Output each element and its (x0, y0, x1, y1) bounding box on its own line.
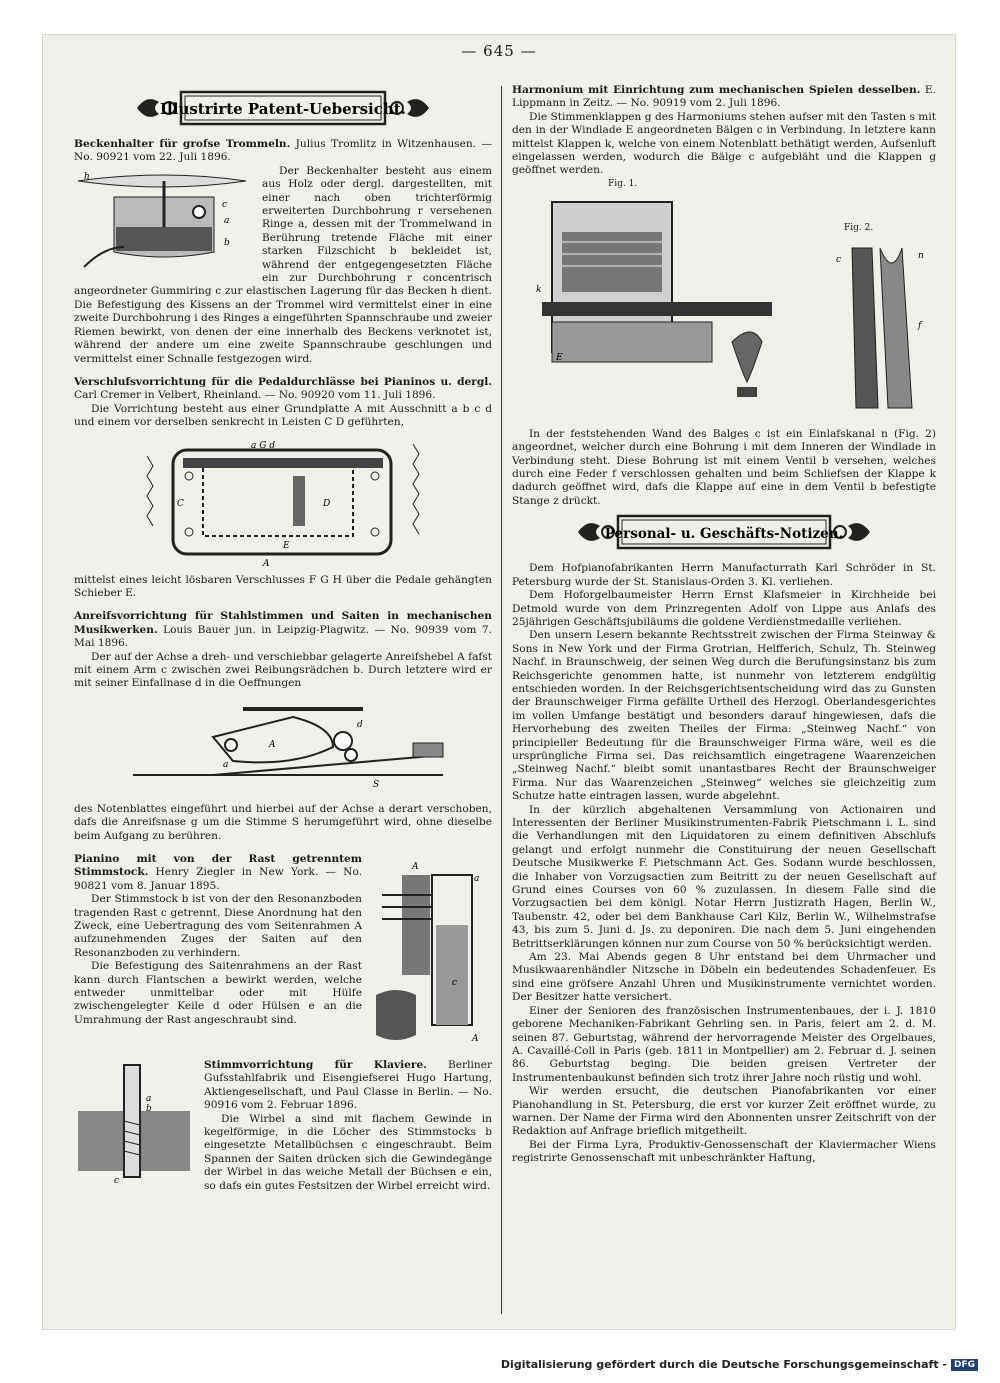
svg-text:c: c (452, 978, 458, 988)
figure-pianino-section (372, 855, 492, 1045)
entry-body: des Notenblattes eingeführt und hierbei auf der Achse a derart verschoben, dafs die Anreifsnase g um die Stimme S herumgeführt wird, ohne dieselbe beim Aufgang zu berühren. (74, 802, 492, 842)
banner-title: Illustrirte Patent-Uebersicht. (160, 100, 406, 118)
harmonium-figures (512, 178, 936, 428)
dfg-logo: DFG (951, 1359, 978, 1371)
fig1-caption: Fig. 1. (608, 178, 638, 189)
note-paragraph: Am 23. Mai Abends gegen 8 Uhr entstand bei dem Uhrmacher und Musikwaarenhändler Nitzsche in Döbeln ein bedeutendes Schadenfeuer. Es sind eine gröfsere Anzahl Uhren und Musikinstrumente vernichtet worden. Der Besitzer hatte versichert. (512, 951, 936, 1004)
entry-body: Die Vorrichtung besteht aus einer Grundplatte A mit Ausschnitt a b c d und einem vor derselben senkrecht in Leisten C D geführten, (74, 402, 492, 429)
entry-body: Die Befestigung des Saitenrahmens an der Rast kann durch Flantschen a bewirkt werden, welche entweder unmittelbar oder mit Hülfe zwischengelegter Keile d oder Hülsen e an die Umrahmung der Rast angeschraubt sind. (74, 960, 362, 1026)
note-paragraph: Den unsern Lesern bekannte Rechtsstreit zwischen der Firma Steinway & Sons in New York und der Firma Grotrian, Helfferich, Schulz, Th. Steinweg Nachf. in Braunschweig, der seinen Weg durch die Berufungsinstanz bis zum Reichsgerichte genommen hatte, ist nunmehr von letzterem endgültig entschieden worden. In der Reichsgerichtsentscheidung wird das zu Gunsten der Braunschweiger Firma gefällte Urtheil des Herzogl. Oberlandesgerichtes im vollen Umfange bestätigt und besonders darauf hingewiesen, dafs die Hervorhebung des zweiten Theiles der Firma: „Steinweg Nachf.“ von principieller Bedeutung für die Braunschweiger Firma wäre, weil es die ursprüngliche Firma sei. Das reichsamtlich eingetragene Waarenzeichen „Steinweg Nachf.“ bleibt somit unantastbares Recht der Braunschweiger Firma. Nur das Waarenzeichen „Steinweg“ welches sie gleichzeitig zum Schutze hatte eintragen lassen, wurde abgelehnt. (512, 629, 936, 803)
svg-text:a G d: a G d (251, 440, 276, 451)
figure-harmonium-1 (532, 192, 782, 422)
footer-text: Digitalisierung gefördert durch die Deutsche Forschungsgemeinschaft - (500, 1358, 947, 1371)
entry-body: Die Stimmenklappen g des Harmoniums stehen aufser mit den Tasten s mit den in der Windlade E angeordneten Bälgen c in Verbindung. In letztere kann mittelst Klappen k, welche von einem Notenblatt bethätigt werden, Aufsenluft eingelassen werden, wodurch die Bälge c aufgebläht und die Klappen g geöffnet werden. (512, 110, 936, 177)
left-column (74, 84, 492, 1193)
note-paragraph: Dem Hoforgelbaumeister Herrn Ernst Klafsmeier in Kirchheide bei Detmold wurde von dem Prinzregenten Adolf von Lippe aus Anlafs des 25jährigen Geschäftsjubiläums die goldene Verdienstmedaille verliehen. (512, 589, 936, 628)
svg-text:C: C (177, 498, 184, 509)
entry-body: In der feststehenden Wand des Balges c ist ein Einlafskanal n (Fig. 2) angeordnet, welcher durch eine Bohrung i mit dem Inneren der Windlade in Verbindung steht. Diese Bohrung ist mit einem Ventil b versehen, welches durch eine Feder f verschlossen gehalten und beim Schliefsen der Klappe k dadurch geöffnet wird, dafs die Klappe auf eine in dem Ventil b befestigte Stange z drückt. (512, 427, 936, 507)
fig2-caption: Fig. 2. (844, 222, 874, 233)
note-paragraph: Dem Hofpianofabrikanten Herrn Manufacturrath Karl Schröder in St. Petersburg wurde der St. Stanislaus-Orden 3. Kl. verliehen. (512, 562, 936, 588)
column-rule (501, 86, 502, 1314)
page-number: — 645 — (461, 42, 537, 60)
svg-text:E: E (283, 540, 290, 551)
figure-tuning-pin (74, 1061, 194, 1187)
svg-text:E: E (556, 352, 563, 363)
svg-text:d: d (357, 719, 363, 730)
svg-text:A: A (412, 862, 419, 872)
svg-text:a: a (224, 215, 230, 226)
svg-text:f: f (918, 320, 922, 331)
section-banner-patents (133, 88, 433, 128)
entry-header: Harmonium mit Einrichtung zum mechanischen Spielen desselben. E. Lippmann in Zeitz. — No. 90919 vom 2. Juli 1896. (512, 84, 936, 110)
figure-cymbal-holder (74, 167, 252, 277)
svg-text:A: A (472, 1034, 479, 1044)
svg-text:A: A (269, 739, 276, 750)
entry-header: Pianino mit von der Rast getrenntem Stimmstock. Henry Ziegler in New York. — No. 90821 vom 8. Januar 1895. (74, 853, 362, 892)
svg-text:a: a (223, 759, 229, 770)
entry-body: Der Stimmstock b ist von der den Resonanzboden tragenden Rast c getrennt. Diese Anordnung hat den Zweck, eine Uebertragung des vom Seitenrahmen A aufzunehmenden Zuges der Saiten auf den Resonanzboden zu verhindern. (74, 893, 362, 959)
svg-text:A: A (263, 558, 270, 568)
right-column (512, 84, 936, 1166)
footer-credit (501, 1358, 978, 1371)
entry-header: Stimmvorrichtung für Klaviere. Berliner Gufsstahlfabrik und Eisengiefserei Hugo Hartung, Aktiengesellschaft, und Paul Classe in Berlin. — No. 90916 vom 2. Februar 1896. (204, 1059, 493, 1112)
svg-text:c: c (222, 199, 228, 210)
banner-title: Personal- u. Geschäfts-Notizen. (604, 526, 844, 543)
note-paragraph: In der kürzlich abgehaltenen Versammlung von Actionairen und Interessenten der Berliner Musikinstrumenten-Fabrik Pietschmann i. L. sind die Verhandlungen mit den Liquidatoren zu einem definitiven Abschlufs gelangt und erfolgt nunmehr die Constituirung der neuen Gesellschaft Deutsche Musikwerke F. Pietschmann Act. Ges. Sodann wurde beschlossen, die Inhaber von Vorzugsactien zum Beitritt zu der neuen Gesellschaft auf Grund eines Courses von 60 % zuzulassen. In diesem Falle sind die Vorzugsactien bei dem königl. Notar Herrn Justizrath Hagen, Berlin W., Taubenstr. 42, oder bei dem Bankhause Carl Kilz, Berlin W., Wilhelmstrafse 43, bis zum 5. Juni d. Js. zu deponiren. Die nach dem 5. Juni eingehenden Betrittserklärungen können nur zum Course von 50 % berücksichtigt werden. (512, 803, 936, 950)
note-paragraph: Bei der Firma Lyra, Produktiv-Genossenschaft der Klaviermacher Wiens registrirte Genossenschaft mit unbeschränkter Haftung, (512, 1138, 936, 1165)
entry-header: Verschlufsvorrichtung für die Pedaldurchlässe bei Pianinos u. dergl. Carl Cremer in Velbert, Rheinland. — No. 90920 vom 11. Juli 1896. (74, 375, 492, 402)
note-paragraph: Einer der Senioren des französischen Instrumentenbaues, der i. J. 1810 geborene Mechaniken-Fabrikant Gehrling sen. in Paris, feiert am 2. d. M. seinen 87. Geburtstag, während der hervorragende Meister des Orgelbaues, A. Cavaillé-Coll in Paris (geb. 1811 in Montpellier) am 2. Februar d. J. seinen 86. Geburtstag beging. Die beiden greisen Vertreter der Instrumentenbaukunst befinden sich trotz ihrer Jahre noch rüstig und wohl. (512, 1004, 936, 1084)
svg-text:n: n (918, 250, 924, 261)
svg-text:a: a (474, 874, 480, 884)
figure-scratch-device (113, 697, 453, 797)
entry-body: mittelst eines leicht lösbaren Verschlusses F G H über die Pedale gehängten Schieber E. (74, 573, 492, 599)
svg-text:D: D (323, 498, 331, 509)
entry-body: Der Beckenhalter besteht aus einem aus Holz oder dergl. dargestellten, mit einer nach oben trichterförmig erweiterten Durchbohrung r versehenen Ringe a, dessen mit der Trommelwand in Berührung tretende Fläche mit einer starken Filzschicht b bekleidet ist, während der entgegengesetzten Fläche ein zur Durchbohrung r concentrisch angeordneter Gummiring c zur elastischen Lagerung für das Becken h dient. Die Befestigung des Kissens an der Trommel wird vermittelst einer in eine zweite Durchbohrung i des Ringes a eingeführten Spannschraube und zweier Riemen bewirkt, von denen der eine innerhalb des Beckens verknotet ist, während der andere um eine zweite Spannschraube geschlungen und vermittelst einer Schnalle festgezogen wird. (74, 164, 492, 365)
svg-text:h: h (84, 171, 90, 182)
svg-text:c: c (114, 1176, 120, 1186)
svg-text:b: b (224, 237, 230, 248)
svg-text:k: k (536, 284, 542, 295)
entry-body: Der auf der Achse a dreh- und verschiebbar gelagerte Anreifshebel A fafst mit einem Arm c zwischen zwei Reibungsrädchen b. Durch letztere wird er mit seiner Einfallnase d in die Oeffnungen (74, 650, 492, 690)
svg-text:a: a (146, 1094, 152, 1104)
scanned-page (42, 34, 956, 1330)
figure-harmonium-2 (832, 238, 932, 414)
entry-header: Beckenhalter für grofse Trommeln. Julius Tromlitz in Witzenhausen. — No. 90921 vom 22. Juli 1896. (74, 138, 493, 164)
entry-header: Anreifsvorrichtung für Stahlstimmen und Saiten in mechanischen Musikwerken. Louis Bauer jun. in Leipzig-Plagwitz. — No. 90939 vom 7. Mai 1896. (74, 610, 492, 650)
svg-text:S: S (373, 779, 380, 790)
svg-text:c: c (836, 254, 842, 265)
figure-pedal-closure (143, 436, 423, 568)
entry-body: Die Wirbel a sind mit flachem Gewinde in kegelförmige, in die Löcher des Stimmstocks b eingesetzte Metallbüchsen c eingeschraubt. Beim Spannen der Saiten drücken sich die Gewindegänge der Wirbel in das weiche Metall der Büchsen e ein, so dafs ein gutes Festsitzen der Wirbel erreicht wird. (204, 1112, 492, 1192)
svg-text:b: b (146, 1104, 152, 1114)
section-banner-notes (574, 512, 874, 552)
note-paragraph: Wir werden ersucht, die deutschen Pianofabrikanten vor einer Pianohandlung in St. Petersburg, die erst vor kurzer Zeit eröffnet wurde, zu warnen. Der Name der Firma wird den Abonnenten unsrer Zeitschrift von der Redaktion auf Anfrage brieflich mitgetheilt. (512, 1085, 936, 1138)
